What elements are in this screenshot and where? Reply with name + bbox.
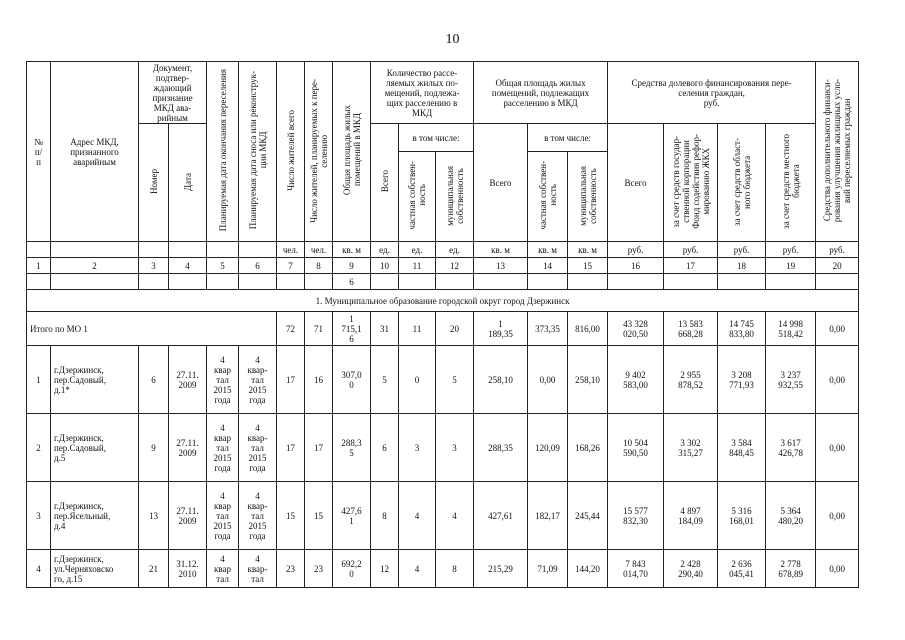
table-cell: 12 xyxy=(371,550,399,588)
col-number: 6 xyxy=(239,258,277,274)
table-cell: г.Дзержинск, пер.Садовый, д.1* xyxy=(51,346,139,414)
header-municipal: муниципальная собственность xyxy=(436,152,474,242)
extra-cell: 6 xyxy=(333,274,371,290)
table-cell: 4 xyxy=(436,482,474,550)
table-cell: 245,44 xyxy=(568,482,608,550)
table-cell: 17 xyxy=(277,414,305,482)
table-cell: 6 xyxy=(139,346,169,414)
col-number: 4 xyxy=(169,258,207,274)
blank-row xyxy=(27,274,859,290)
total-row xyxy=(27,312,859,346)
table-cell: 14 745 833,80 xyxy=(718,312,766,346)
table-cell: 71,09 xyxy=(528,550,568,588)
unit-cell: руб. xyxy=(608,242,664,258)
table-cell: 4 xyxy=(27,550,51,588)
col-number: 9 xyxy=(333,258,371,274)
table-cell: 27.11. 2009 xyxy=(169,482,207,550)
header-extra: Средства дополнительного финанси- рования улучшения жилищных усло- вий переселяемых граждан xyxy=(816,62,859,242)
unit-cell: чел. xyxy=(305,242,333,258)
table-cell: 17 xyxy=(305,414,333,482)
table-cell: 144,20 xyxy=(568,550,608,588)
col-number: 18 xyxy=(718,258,766,274)
col-number: 5 xyxy=(207,258,239,274)
table-cell: 4 897 184,09 xyxy=(664,482,718,550)
table-cell: 7 843 014,70 xyxy=(608,550,664,588)
table-cell: 13 xyxy=(139,482,169,550)
header-area-municipal: муниципальная собственность xyxy=(568,152,608,242)
table-row xyxy=(27,482,859,550)
table-cell: 3 584 848,45 xyxy=(718,414,766,482)
table-cell: 3 237 932,55 xyxy=(766,346,816,414)
table-cell: 4 квар- тал xyxy=(239,550,277,588)
header-document: Документ, подтвер- ждающий признание МКД ава- рийным xyxy=(139,62,207,124)
header-num: № п/ п xyxy=(27,62,51,242)
table-cell: 2 636 045,41 xyxy=(718,550,766,588)
header-funds-total: Всего xyxy=(608,124,664,242)
header-doc-date: Дата xyxy=(169,124,207,242)
unit-cell: кв. м xyxy=(568,242,608,258)
col-number: 8 xyxy=(305,258,333,274)
table-cell: 6 xyxy=(371,414,399,482)
table-cell: 5 364 480,20 xyxy=(766,482,816,550)
table-cell: 9 402 583,00 xyxy=(608,346,664,414)
header-count-total: Всего xyxy=(371,124,399,242)
header-residents-total: Число жителей всего xyxy=(277,62,305,242)
col-number: 2 xyxy=(51,258,139,274)
table-cell: 43 328 020,50 xyxy=(608,312,664,346)
col-number: 19 xyxy=(766,258,816,274)
table-cell: 0,00 xyxy=(816,312,859,346)
col-number: 3 xyxy=(139,258,169,274)
header-funds-fund: за счет средств государ- ственной корпорации Фонд содействия рефор- мированию ЖКХ xyxy=(664,124,718,242)
header-address: Адрес МКД, признанного аварийным xyxy=(51,62,139,242)
unit-cell: ед. xyxy=(399,242,436,258)
table-cell: 3 xyxy=(399,414,436,482)
table-cell: г.Дзержинск, пер.Садовый, д.5 xyxy=(51,414,139,482)
table-cell: 8 xyxy=(371,482,399,550)
table-cell: 3 617 426,78 xyxy=(766,414,816,482)
table-cell: 4 квар тал 2015 года xyxy=(207,482,239,550)
table-cell: 4 квар тал xyxy=(207,550,239,588)
table-cell: 692,2 0 xyxy=(333,550,371,588)
header-planned-end: Планируемая дата окончания переселения xyxy=(207,62,239,242)
unit-cell: ед. xyxy=(371,242,399,258)
table-cell: 258,10 xyxy=(474,346,528,414)
table-cell: 31.12. 2010 xyxy=(169,550,207,588)
table-cell: 288,3 5 xyxy=(333,414,371,482)
table-cell: 20 xyxy=(436,312,474,346)
table-cell: 1 189,35 xyxy=(474,312,528,346)
header-planned-demolition: Планируемая дата сноса или реконструк- ции МКД xyxy=(239,62,277,242)
unit-cell: руб. xyxy=(816,242,859,258)
table-cell: 14 998 518,42 xyxy=(766,312,816,346)
table-row xyxy=(27,414,859,482)
unit-cell: кв. м xyxy=(474,242,528,258)
table-cell: г.Дзержинск, пер.Ясельный, д.4 xyxy=(51,482,139,550)
table-cell: 0,00 xyxy=(816,550,859,588)
table-cell: 4 xyxy=(399,550,436,588)
table-cell: г.Дзержинск, ул.Черняховско го, д.15 xyxy=(51,550,139,588)
table-cell: 4 квар тал 2015 года xyxy=(207,414,239,482)
table-cell: 427,6 1 xyxy=(333,482,371,550)
header-funds-region: за счет средств област- ного бюджета xyxy=(718,124,766,242)
table-cell: 13 583 668,28 xyxy=(664,312,718,346)
header-count-incl: в том числе: xyxy=(399,124,474,152)
section-title: 1. Муниципальное образование городской округ город Дзержинск xyxy=(27,290,859,312)
col-number: 12 xyxy=(436,258,474,274)
page-number: 10 xyxy=(445,32,460,47)
table-cell: 0,00 xyxy=(528,346,568,414)
unit-cell: ед. xyxy=(436,242,474,258)
col-number: 13 xyxy=(474,258,528,274)
header-area-total: Общая площадь жилых помещений в МКД xyxy=(333,62,371,242)
table-cell: 5 xyxy=(371,346,399,414)
table-cell: 0 xyxy=(399,346,436,414)
total-label: Итого по МО 1 xyxy=(27,312,277,346)
header-funds-group: Средства долевого финансирования пере- селения граждан, руб. xyxy=(608,62,816,124)
col-number: 17 xyxy=(664,258,718,274)
header-funds-local: за счет средств местного бюджета xyxy=(766,124,816,242)
header-count-group: Количество рассе- ляемых жилых по- мещений, подлежа- щих расселению в МКД xyxy=(371,62,474,124)
table-cell: 4 квар- тал 2015 года xyxy=(239,482,277,550)
table-row xyxy=(27,346,859,414)
col-number: 7 xyxy=(277,258,305,274)
col-number: 14 xyxy=(528,258,568,274)
table-cell: 3 208 771,93 xyxy=(718,346,766,414)
table-cell: 72 xyxy=(277,312,305,346)
table-cell: 2 xyxy=(27,414,51,482)
header-area-group: Общая площадь жилых помещений, подлежащих расселению в МКД xyxy=(474,62,608,124)
col-number: 20 xyxy=(816,258,859,274)
table-cell: 258,10 xyxy=(568,346,608,414)
table-cell: 3 xyxy=(436,414,474,482)
col-number: 11 xyxy=(399,258,436,274)
table-cell: 816,00 xyxy=(568,312,608,346)
header-residents-planned: Число жителей, планируемых к пере- селению xyxy=(305,62,333,242)
table-cell: 4 квар- тал 2015 года xyxy=(239,346,277,414)
unit-cell: руб. xyxy=(718,242,766,258)
unit-cell: руб. xyxy=(664,242,718,258)
unit-cell: руб. xyxy=(766,242,816,258)
header-area-sub-total: Всего xyxy=(474,124,528,242)
table-cell: 2 428 290,40 xyxy=(664,550,718,588)
col-number: 10 xyxy=(371,258,399,274)
unit-cell: кв. м xyxy=(333,242,371,258)
table-cell: 15 xyxy=(305,482,333,550)
col-number: 1 xyxy=(27,258,51,274)
table-cell: 4 квар- тал 2015 года xyxy=(239,414,277,482)
table-cell: 21 xyxy=(139,550,169,588)
units-row xyxy=(27,242,859,258)
column-numbers-row xyxy=(27,258,859,274)
resettlement-table xyxy=(26,61,859,588)
table-cell: 288,35 xyxy=(474,414,528,482)
table-cell: 9 xyxy=(139,414,169,482)
table-cell: 23 xyxy=(305,550,333,588)
table-row xyxy=(27,550,859,588)
header-private: частная собствен- ность xyxy=(399,152,436,242)
table-cell: 15 xyxy=(277,482,305,550)
table-cell: 71 xyxy=(305,312,333,346)
table-cell: 5 316 168,01 xyxy=(718,482,766,550)
table-cell: 1 715,1 6 xyxy=(333,312,371,346)
table-cell: 3 xyxy=(27,482,51,550)
table-cell: 373,35 xyxy=(528,312,568,346)
header-doc-number: Номер xyxy=(139,124,169,242)
table-cell: 182,17 xyxy=(528,482,568,550)
col-number: 15 xyxy=(568,258,608,274)
table-cell: 0,00 xyxy=(816,414,859,482)
table-cell: 120,09 xyxy=(528,414,568,482)
table-cell: 10 504 590,50 xyxy=(608,414,664,482)
table-cell: 0,00 xyxy=(816,346,859,414)
table-cell: 8 xyxy=(436,550,474,588)
col-number: 16 xyxy=(608,258,664,274)
unit-cell: кв. м xyxy=(528,242,568,258)
table-cell: 4 xyxy=(399,482,436,550)
table-cell: 168,26 xyxy=(568,414,608,482)
header-area-incl: в том числе: xyxy=(528,124,608,152)
table-cell: 4 квар тал 2015 года xyxy=(207,346,239,414)
table-cell: 5 xyxy=(436,346,474,414)
table-cell: 15 577 832,30 xyxy=(608,482,664,550)
table-cell: 27.11. 2009 xyxy=(169,414,207,482)
unit-cell: чел. xyxy=(277,242,305,258)
table-cell: 16 xyxy=(305,346,333,414)
header-area-private: частная собствен- ность xyxy=(528,152,568,242)
table-cell: 3 302 315,27 xyxy=(664,414,718,482)
table-cell: 1 xyxy=(27,346,51,414)
table-cell: 427,61 xyxy=(474,482,528,550)
table-cell: 2 778 678,89 xyxy=(766,550,816,588)
table-cell: 307,0 0 xyxy=(333,346,371,414)
table-cell: 23 xyxy=(277,550,305,588)
table-cell: 17 xyxy=(277,346,305,414)
table-cell: 27.11. 2009 xyxy=(169,346,207,414)
table-cell: 11 xyxy=(399,312,436,346)
table-cell: 215,29 xyxy=(474,550,528,588)
table-cell: 0,00 xyxy=(816,482,859,550)
table-cell: 31 xyxy=(371,312,399,346)
table-cell: 2 955 878,52 xyxy=(664,346,718,414)
